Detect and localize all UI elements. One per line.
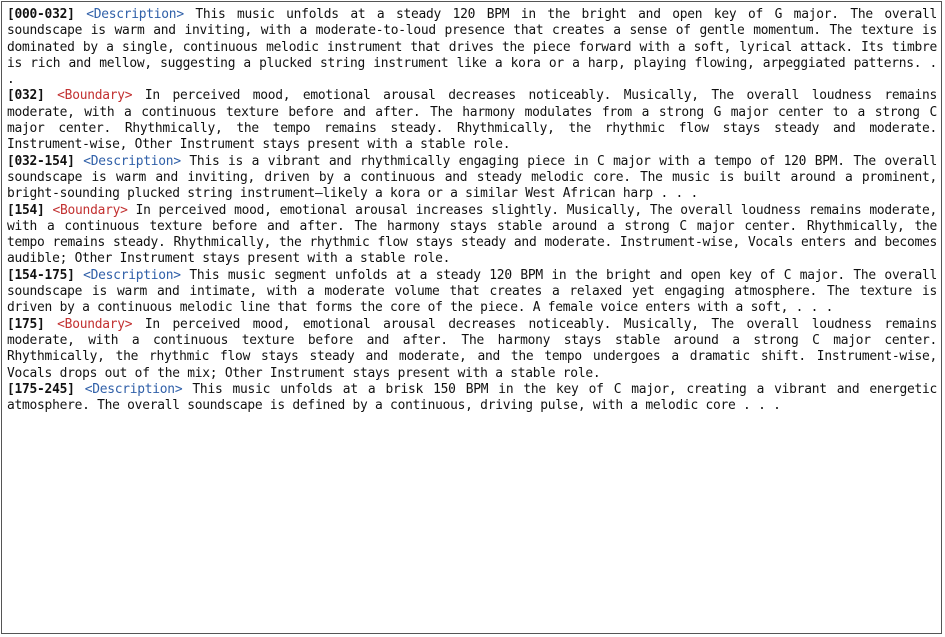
description-tag: <Description> [86, 7, 184, 22]
entry-boundary [7, 203, 937, 268]
annotation-text-box [1, 1, 942, 634]
boundary-tag: <Boundary> [57, 88, 133, 104]
timestamp: [175-245] [7, 381, 75, 397]
boundary-tag: <Boundary> [52, 202, 128, 218]
entry-boundary [7, 317, 937, 382]
entry-text: This is a vibrant and rhythmically engaging piece in C major with a tempo of 120 BPM. The overall soundscape is warm and inviting, driven by a continuous and steady melodic core. The music is built around a prominent, bright-sounding plucked string instrument—likely a kora or a similar West African harp . . . [7, 153, 937, 202]
entry-text: This music segment unfolds at a steady 120 BPM in the bright and open key of C major. The overall soundscape is warm and intimate, with a moderate volume that creates a relaxed yet engaging atmosphere. The texture is driven by a continuous melodic line that forms the core of the piece. A female voice enters with a soft, . . . [7, 267, 938, 316]
description-tag: <Description> [83, 267, 181, 283]
entry-text: In perceived mood, emotional arousal increases slightly. Musically, The overall loudness remains moderate, with a continuous texture before and after. The harmony stays stable around a strong C major center. Rhythmically, the tempo remains steady. Rhythmically, the rhythmic flow stays steady and moderate. Instrument-wise, Vocals enters and becomes audible; Other Instrument stays present with a stable role. [7, 202, 937, 267]
entry-description [7, 382, 937, 415]
timestamp: [032-154] [7, 153, 75, 169]
entry-text: In perceived mood, emotional arousal decreases noticeably. Musically, The overall loudness remains moderate, with a continuous texture before and after. The harmony modulates from a strong G major center to a strong C major center. Rhythmically, the tempo remains steady. Rhythmically, the rhythmic flow stays steady and moderate. Instrument-wise, Other Instrument stays present with a stable role. [7, 88, 937, 153]
entry-description [7, 7, 937, 88]
timestamp: [154] [7, 202, 45, 218]
timestamp: [032] [7, 88, 45, 104]
entry-text: This music unfolds at a steady 120 BPM in the bright and open key of G major. The overall soundscape is warm and inviting, with a moderate-to-loud presence that creates a sense of gentle momentum. The texture is dominated by a single, continuous melodic instrument that drives the piece forward with a soft, lyrical attack. Its timbre is rich and mellow, suggesting a plucked string instrument like a kora or a harp, playing flowing, arpeggiated patterns. . . [7, 7, 937, 88]
entry-description [7, 268, 937, 317]
entry-boundary [7, 88, 937, 153]
timestamp: [175] [7, 316, 45, 332]
entry-text: This music unfolds at a brisk 150 BPM in the key of C major, creating a vibrant and energetic atmosphere. The overall soundscape is defined by a continuous, driving pulse, with a melodic core . . . [7, 381, 937, 414]
boundary-tag: <Boundary> [57, 316, 133, 332]
description-tag: <Description> [83, 153, 181, 169]
timestamp: [000-032] [7, 7, 75, 22]
entry-description [7, 154, 937, 203]
description-tag: <Description> [84, 381, 183, 397]
entry-text: In perceived mood, emotional arousal decreases noticeably. Musically, The overall loudness remains moderate, with a continuous texture before and after. The harmony stays stable around a strong C major center. Rhythmically, the rhythmic flow stays steady and moderate, and the tempo undergoes a dramatic shift. Instrument-wise, Vocals drops out of the mix; Other Instrument stays present with a stable role. [7, 316, 937, 381]
timestamp: [154-175] [7, 267, 75, 283]
